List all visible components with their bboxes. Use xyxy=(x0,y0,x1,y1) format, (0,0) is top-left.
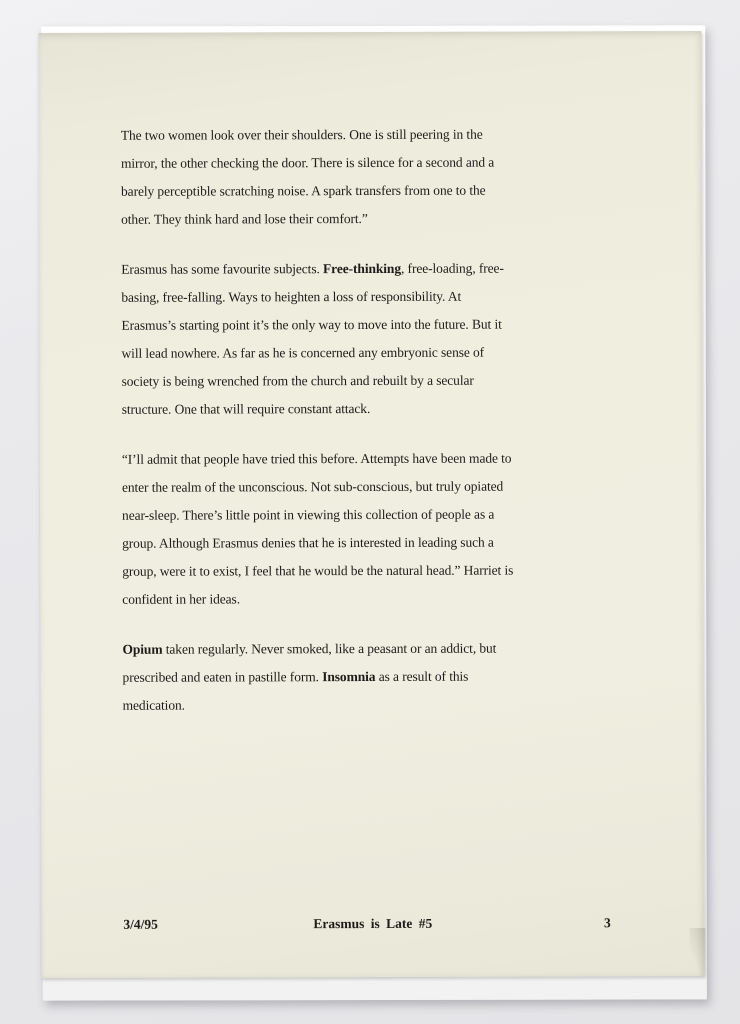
text-line xyxy=(121,254,531,283)
text-line xyxy=(121,310,531,339)
text-segment: medication. xyxy=(122,697,185,713)
text-segment: enter the realm of the unconscious. Not sub-conscious, but truly opiated xyxy=(121,478,504,495)
text-segment: group. Although Erasmus denies that he is interested in leading such a xyxy=(122,534,494,551)
text-line xyxy=(122,394,532,423)
paragraph xyxy=(121,120,531,233)
text-line xyxy=(122,500,532,529)
text-line xyxy=(122,528,532,557)
text-block xyxy=(121,120,533,741)
text-segment: confident in her ideas. xyxy=(122,591,240,607)
bold-text-segment: Insomnia xyxy=(322,668,376,685)
text-segment: “I’ll admit that people have tried this before. Attempts have been made to xyxy=(121,450,512,467)
text-line xyxy=(122,444,532,473)
text-line xyxy=(122,662,532,691)
text-line xyxy=(121,148,531,177)
text-line xyxy=(121,204,531,233)
text-segment: will lead nowhere. As far as he is concerned any embryonic sense of xyxy=(121,344,485,361)
text-segment: Erasmus has some favourite subjects. xyxy=(121,261,324,277)
text-segment: taken regularly. Never smoked, like a peasant or an addict, but xyxy=(162,640,497,657)
text-segment: , free-loading, free- xyxy=(400,260,504,276)
text-line xyxy=(121,176,531,205)
footer-date: 3/4/95 xyxy=(123,916,158,932)
page-footer xyxy=(41,909,704,939)
text-segment: barely perceptible scratching noise. A spark transfers from one to the xyxy=(120,182,486,199)
text-line xyxy=(122,556,532,585)
footer-title: Erasmus is Late #5 xyxy=(313,915,433,932)
text-segment: basing, free-falling. Ways to heighten a loss of responsibility. At xyxy=(121,288,462,305)
manuscript-page xyxy=(39,31,705,978)
bold-text-segment: Opium xyxy=(122,641,163,657)
text-line xyxy=(122,472,532,501)
text-segment: as a result of this xyxy=(375,668,469,684)
text-segment: group, were it to exist, I feel that he would be the natural head.” Harriet is xyxy=(122,562,514,579)
text-line xyxy=(122,366,532,395)
text-line xyxy=(122,584,532,613)
text-segment: The two women look over their shoulders. One is still peering in the xyxy=(120,126,483,143)
text-line xyxy=(121,282,531,311)
text-segment: society is being wrenched from the church and rebuilt by a secular xyxy=(121,372,474,389)
text-segment: mirror, the other checking the door. There is silence for a second and a xyxy=(120,154,495,171)
paragraph xyxy=(122,444,533,613)
bold-text-segment: Free-thinking xyxy=(323,260,402,277)
footer-page-number: 3 xyxy=(603,915,611,931)
text-segment: near-sleep. There’s little point in viewing this collection of people as a xyxy=(122,506,495,523)
text-segment: Erasmus’s starting point it’s the only way to move into the future. But it xyxy=(121,316,502,333)
text-line xyxy=(121,338,531,367)
text-segment: structure. One that will require constant attack. xyxy=(121,401,371,417)
paragraph xyxy=(122,634,532,719)
paragraph xyxy=(121,254,532,423)
text-line xyxy=(121,120,531,149)
text-segment: other. They think hard and lose their comfort.” xyxy=(121,211,368,227)
text-line xyxy=(122,634,532,663)
text-line xyxy=(123,690,533,719)
text-segment: prescribed and eaten in pastille form. xyxy=(122,669,323,685)
